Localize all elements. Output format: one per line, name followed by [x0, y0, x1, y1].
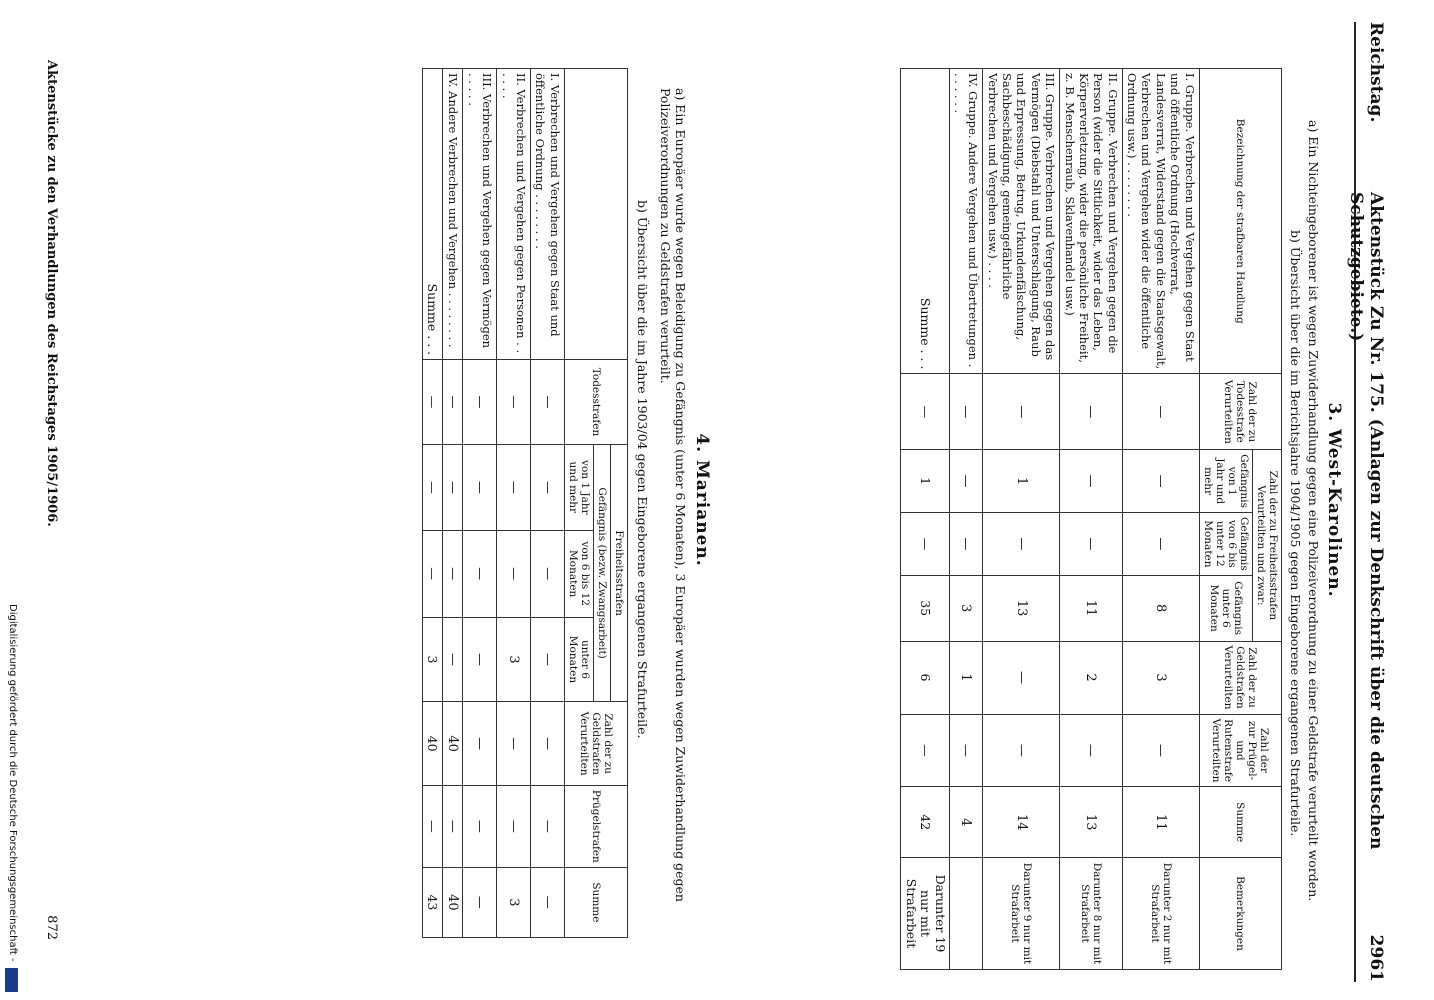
cell-tod: — — [422, 360, 443, 445]
cell-bemerkung — [949, 857, 983, 969]
s4-header-tod: Todesstrafen — [564, 360, 627, 445]
section4-title: 4. Marianen. — [692, 433, 712, 567]
section3-note-a: a) Ein Nichteingeborener ist wegen Zuwiderhandlung gegen eine Polizeiverordnung zu einer Geldstrafe verurteilt worden. — [1306, 120, 1321, 902]
cell-summe: 4 — [949, 787, 983, 857]
s3-header-freiheit: Zahl der zu Freiheitsstrafen Verurteilten und zwar: — [1252, 450, 1281, 641]
cell-g3: 8 — [1122, 575, 1199, 641]
row-label: II. Gruppe. Verbrechen und Vergehen gegen die Person (wider die Sittlichkeit, wider das Leben, Körperverletzung, wider die persönliche Freiheit, z. B. Menschenraub, Sklavenhandel usw.) — [1060, 69, 1123, 374]
cell-pruegel: — — [422, 785, 443, 867]
cell-f3: 3 — [422, 617, 443, 702]
cell-bemerkung: Darunter 9 nur mit Strafarbeit — [983, 857, 1060, 969]
cell-g1: — — [1060, 450, 1123, 513]
cell-geld: — — [531, 702, 565, 786]
cell-bemerkung: Darunter 19 nur mit Strafarbeit — [901, 857, 949, 969]
cell-pruegel: — — [901, 714, 949, 787]
section3-header-row — [1252, 69, 1281, 970]
page-header — [1346, 22, 1392, 982]
s4-header-summe: Summe — [564, 867, 627, 937]
cell-bemerkung: Darunter 2 nur mit Strafarbeit — [1122, 857, 1199, 969]
row-label: IV. Gruppe. Andere Vergehen und Übertretungen . . . . . . . — [949, 69, 983, 374]
cell-g2: — — [983, 513, 1060, 576]
cell-f1: — — [443, 444, 463, 530]
cell-g3: 35 — [901, 575, 949, 641]
cell-bemerkung: Darunter 8 nur mit Strafarbeit — [1060, 857, 1123, 969]
row-label: III. Verbrechen und Vergehen gegen Vermögen . . . . . — [463, 69, 497, 360]
row-label: II. Verbrechen und Vergehen gegen Personen . . . . . . — [497, 69, 531, 360]
row-label: III. Gruppe. Verbrechen und Vergehen gegen das Vermögen (Diebstahl und Unterschlagung, Raub und Erpressung, Betrug, Urkundenfälschung, Sachbeschädigung, gemeingefährliche Verbrechen und Vergehen usw.) . . . . — [983, 69, 1060, 374]
cell-summe: 13 — [1060, 787, 1123, 857]
cell-tod: — — [983, 374, 1060, 450]
row-label: IV. Andere Verbrechen und Vergehen . . . . . . . . — [443, 69, 463, 360]
cell-f1: — — [422, 444, 443, 530]
cell-g2: — — [901, 513, 949, 576]
cell-summe: — — [463, 867, 497, 937]
cell-geld: 3 — [1122, 641, 1199, 714]
table-row — [1122, 69, 1199, 970]
cell-g1: — — [1122, 450, 1199, 513]
cell-f3: — — [463, 617, 497, 702]
cell-summe: 3 — [497, 867, 531, 937]
cell-summe: 43 — [422, 867, 443, 937]
section3-note-b: b) Übersicht über die im Berichtsjahre 1904/1905 gegen Eingeborene ergangenen Strafurteile. — [1288, 230, 1303, 837]
footer-left: Aktenstücke zu den Verhandlungen des Reichstages 1905/1906. — [44, 60, 59, 527]
s4-header-f3: unter 6 Monaten — [564, 617, 593, 702]
cell-f1: — — [497, 444, 531, 530]
s4-header-freiheit-sub: Gefängnis (bezw. Zwangsarbeit) — [593, 444, 610, 702]
cell-g1: 1 — [983, 450, 1060, 513]
section4-note-b: b) Übersicht über die im Jahre 1903/04 gegen Eingeborene ergangenen Strafurteile. — [635, 200, 650, 739]
sum-row — [901, 69, 949, 970]
header-center: Aktenstück Zu Nr. 175. (Anlagen zur Denkschrift über die deutschen Schutzgebiete.) — [1346, 192, 1386, 850]
cell-pruegel: — — [1122, 714, 1199, 787]
s4-header-label-col — [564, 69, 627, 360]
row-label: I. Verbrechen und Vergehen gegen Staat und öffentliche Ordnung . . . . . . . . — [531, 69, 565, 360]
cell-g3: 13 — [983, 575, 1060, 641]
table-row — [983, 69, 1060, 970]
cell-summe: 40 — [443, 867, 463, 937]
table-row — [443, 69, 463, 938]
cell-geld: — — [983, 641, 1060, 714]
cell-tod: — — [443, 360, 463, 445]
s3-header-summe: Summe — [1199, 787, 1281, 857]
table-row — [463, 69, 497, 938]
cell-f2: — — [463, 530, 497, 617]
cell-pruegel: — — [949, 714, 983, 787]
cell-pruegel: — — [1060, 714, 1123, 787]
s4-header-freiheit: Freiheitsstrafen — [610, 444, 627, 702]
cell-f2: — — [531, 530, 565, 617]
sum-row — [422, 69, 443, 938]
cell-g2: — — [1060, 513, 1123, 576]
table-row — [531, 69, 565, 938]
cell-tod: — — [1060, 374, 1123, 450]
table-row — [1060, 69, 1123, 970]
cell-g3: 3 — [949, 575, 983, 641]
s3-header-geld: Zahl der zu Geldstrafen Verurteilten — [1199, 641, 1281, 714]
cell-pruegel: — — [497, 785, 531, 867]
s4-header-f2: von 6 bis 12 Monaten — [564, 530, 593, 617]
header-page-number: 2961 — [1366, 934, 1386, 982]
cell-tod: — — [531, 360, 565, 445]
s3-header-bemerkungen: Bemerkungen — [1199, 857, 1281, 969]
cell-geld: 40 — [443, 702, 463, 786]
cell-summe: 11 — [1122, 787, 1199, 857]
s3-header-pruegel: Zahl der zur Prügel- und Rutenstrafe Verurteilten — [1199, 714, 1281, 787]
section3-table — [901, 68, 1283, 970]
digitization-note — [4, 604, 18, 994]
header-left: Reichstag. — [1366, 22, 1386, 123]
s3-header-g2: Gefängnis von 6 bis unter 12 Monaten — [1199, 513, 1252, 576]
cell-tod: — — [1122, 374, 1199, 450]
cell-geld: 40 — [422, 702, 443, 786]
cell-tod: — — [497, 360, 531, 445]
row-label: I. Gruppe. Verbrechen und Vergehen gegen Staat und öffentliche Ordnung (Hochverrat, Landesverrat, Widerstand gegen die Staatsgewalt, Verbrechen und Vergehen wider die öffentliche Ordnung usw.) . . . . . . . . — [1122, 69, 1199, 374]
s4-header-f1: von 1 Jahr und mehr — [564, 444, 593, 530]
cell-g2: — — [1122, 513, 1199, 576]
cell-g1: — — [949, 450, 983, 513]
cell-f1: — — [463, 444, 497, 530]
cell-tod: — — [949, 374, 983, 450]
s3-header-g3: Gefängnis unter 6 Monaten — [1199, 575, 1252, 641]
footer-page-number: 872 — [44, 915, 59, 940]
cell-pruegel: — — [531, 785, 565, 867]
s3-header-g1: Gefängnis von 1 Jahr und mehr — [1199, 450, 1252, 513]
cell-g3: 11 — [1060, 575, 1123, 641]
cell-geld: 6 — [901, 641, 949, 714]
cell-tod: — — [463, 360, 497, 445]
cell-f3: — — [531, 617, 565, 702]
cell-summe: — — [531, 867, 565, 937]
s3-header-tod: Zahl der zu Todesstrafe Verurteilten — [1199, 374, 1281, 450]
cell-pruegel: — — [463, 785, 497, 867]
cell-pruegel: — — [443, 785, 463, 867]
cell-f2: — — [497, 530, 531, 617]
row-label: Summe . . . — [422, 69, 443, 360]
cell-f1: — — [531, 444, 565, 530]
cell-g1: 1 — [901, 450, 949, 513]
dfg-logo-icon — [5, 968, 18, 992]
cell-f2: — — [443, 530, 463, 617]
s4-header-pruegel: Prügelstrafen — [564, 785, 627, 867]
cell-geld: — — [463, 702, 497, 786]
digitization-text: Digitalisierung gefördert durch die Deutsche Forschungsgemeinschaft - — [7, 604, 18, 962]
cell-f3: 3 — [497, 617, 531, 702]
section4-header-row — [610, 69, 627, 938]
row-label: Summe . . . — [901, 69, 949, 374]
cell-pruegel: — — [983, 714, 1060, 787]
table-row — [497, 69, 531, 938]
cell-g2: — — [949, 513, 983, 576]
section4-note-a: a) Ein Europäer wurde wegen Beleidigung zu Gefängnis (unter 6 Monaten), 3 Europäer wurden wegen Zuwiderhandlung gegen Polizeiverordnungen zu Geldstrafen verurteilt. — [658, 88, 688, 902]
cell-f2: — — [422, 530, 443, 617]
cell-summe: 42 — [901, 787, 949, 857]
section4-table — [422, 68, 628, 938]
cell-f3: — — [443, 617, 463, 702]
s4-header-geld: Zahl der zu Geldstrafen Verurteilten — [564, 702, 627, 786]
cell-geld: 1 — [949, 641, 983, 714]
cell-summe: 14 — [983, 787, 1060, 857]
cell-tod: — — [901, 374, 949, 450]
s3-header-bezeichnung: Bezeichnung der strafbaren Handlung — [1199, 69, 1281, 374]
cell-geld: — — [497, 702, 531, 786]
table-row — [949, 69, 983, 970]
section3-title: 3. West-Karolinen. — [1324, 402, 1344, 598]
cell-geld: 2 — [1060, 641, 1123, 714]
